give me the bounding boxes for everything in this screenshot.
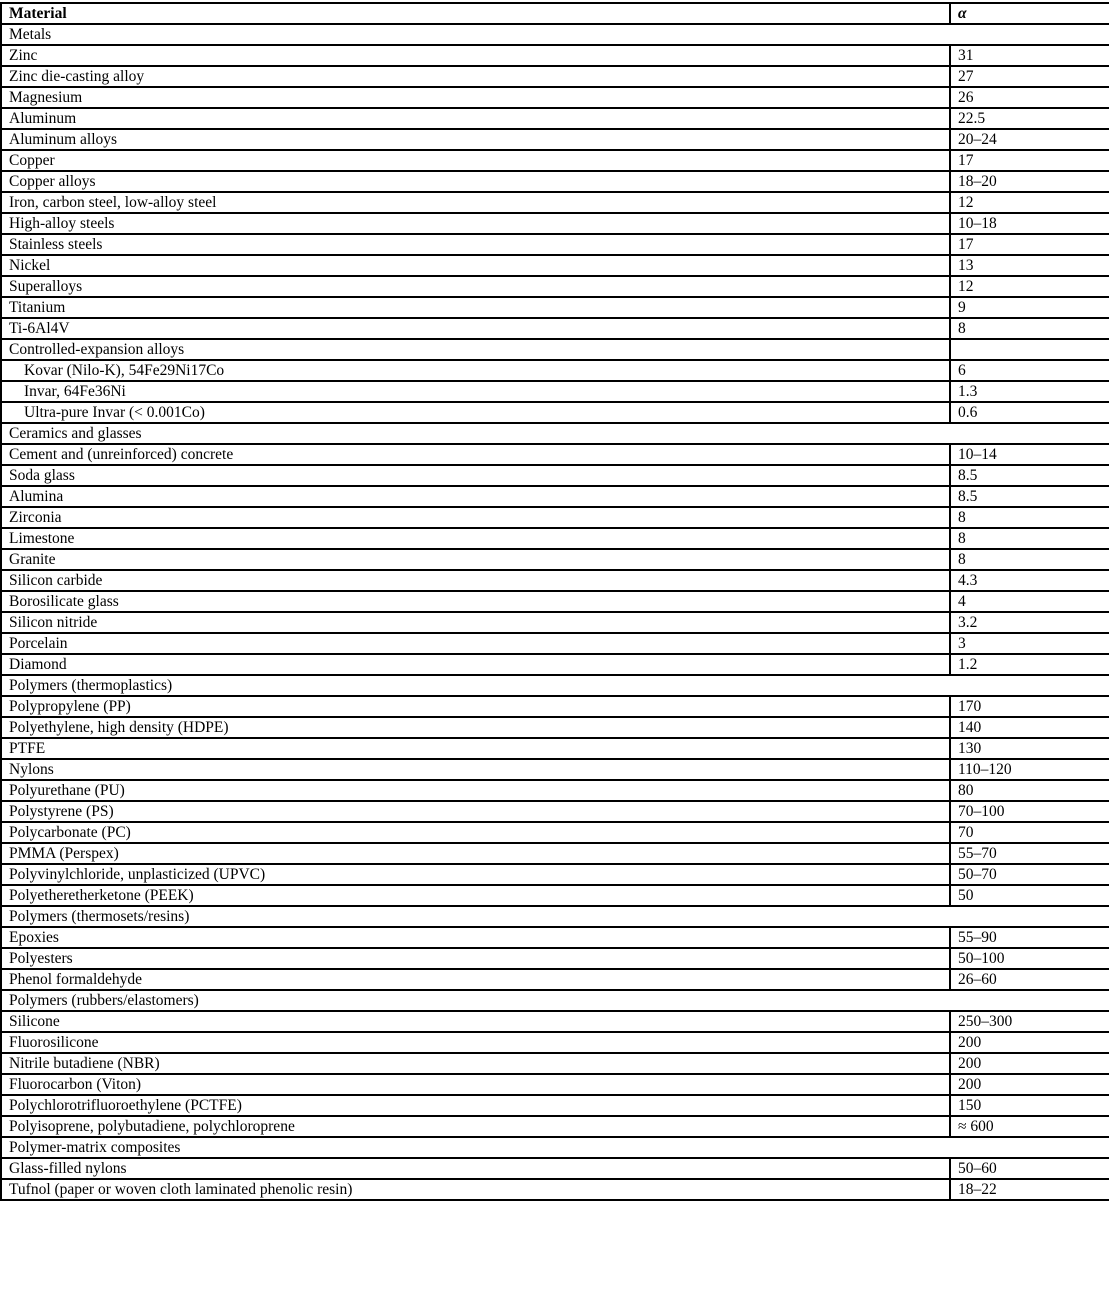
table-row <box>1 528 1109 549</box>
alpha-cell: 140 <box>950 717 1109 738</box>
material-cell: Nylons <box>1 759 950 780</box>
material-cell: Kovar (Nilo-K), 54Fe29Ni17Co <box>1 360 950 381</box>
material-cell: Limestone <box>1 528 950 549</box>
table-row <box>1 948 1109 969</box>
section-row <box>1 24 1109 45</box>
material-cell: Silicone <box>1 1011 950 1032</box>
material-cell: PTFE <box>1 738 950 759</box>
alpha-cell: 110–120 <box>950 759 1109 780</box>
section-label: Metals <box>1 24 1109 45</box>
alpha-cell: 13 <box>950 255 1109 276</box>
header-row <box>1 3 1109 24</box>
material-cell: PMMA (Perspex) <box>1 843 950 864</box>
material-cell: Silicon carbide <box>1 570 950 591</box>
table-row <box>1 591 1109 612</box>
material-cell: Invar, 64Fe36Ni <box>1 381 950 402</box>
table-row <box>1 843 1109 864</box>
material-cell: High-alloy steels <box>1 213 950 234</box>
table-row <box>1 654 1109 675</box>
alpha-cell: 50–100 <box>950 948 1109 969</box>
section-label: Polymers (thermosets/resins) <box>1 906 1109 927</box>
alpha-cell: 250–300 <box>950 1011 1109 1032</box>
material-cell: Diamond <box>1 654 950 675</box>
alpha-cell: 200 <box>950 1053 1109 1074</box>
alpha-cell: ≈ 600 <box>950 1116 1109 1137</box>
material-cell: Nickel <box>1 255 950 276</box>
table-row <box>1 1053 1109 1074</box>
table-row <box>1 465 1109 486</box>
material-cell: Aluminum alloys <box>1 129 950 150</box>
table-row <box>1 1179 1109 1200</box>
table-row <box>1 213 1109 234</box>
material-cell: Nitrile butadiene (NBR) <box>1 1053 950 1074</box>
alpha-cell: 26–60 <box>950 969 1109 990</box>
alpha-cell: 4 <box>950 591 1109 612</box>
alpha-cell: 12 <box>950 192 1109 213</box>
alpha-cell: 50–70 <box>950 864 1109 885</box>
table-row <box>1 717 1109 738</box>
table-row <box>1 1011 1109 1032</box>
material-cell: Granite <box>1 549 950 570</box>
table-row <box>1 486 1109 507</box>
table-row <box>1 969 1109 990</box>
material-cell: Polyurethane (PU) <box>1 780 950 801</box>
material-cell: Polyvinylchloride, unplasticized (UPVC) <box>1 864 950 885</box>
material-cell: Alumina <box>1 486 950 507</box>
material-cell: Polyetheretherketone (PEEK) <box>1 885 950 906</box>
material-cell: Stainless steels <box>1 234 950 255</box>
alpha-cell: 10–18 <box>950 213 1109 234</box>
table-row <box>1 1116 1109 1137</box>
alpha-column-header: α <box>950 3 1109 24</box>
table-row <box>1 444 1109 465</box>
section-label: Polymers (thermoplastics) <box>1 675 1109 696</box>
material-cell: Polyisoprene, polybutadiene, polychloroprene <box>1 1116 950 1137</box>
table-row <box>1 696 1109 717</box>
section-label: Polymers (rubbers/elastomers) <box>1 990 1109 1011</box>
material-cell: Controlled-expansion alloys <box>1 339 950 360</box>
table-body <box>1 24 1109 1200</box>
section-label: Polymer-matrix composites <box>1 1137 1109 1158</box>
table-row <box>1 66 1109 87</box>
alpha-cell: 31 <box>950 45 1109 66</box>
material-cell: Magnesium <box>1 87 950 108</box>
material-cell: Soda glass <box>1 465 950 486</box>
alpha-cell: 20–24 <box>950 129 1109 150</box>
alpha-cell: 200 <box>950 1032 1109 1053</box>
section-label: Ceramics and glasses <box>1 423 1109 444</box>
table-row <box>1 780 1109 801</box>
section-row <box>1 990 1109 1011</box>
table-row <box>1 759 1109 780</box>
table-row <box>1 570 1109 591</box>
table-row <box>1 297 1109 318</box>
material-cell: Tufnol (paper or woven cloth laminated phenolic resin) <box>1 1179 950 1200</box>
material-cell: Cement and (unreinforced) concrete <box>1 444 950 465</box>
alpha-cell: 55–70 <box>950 843 1109 864</box>
material-cell: Zinc <box>1 45 950 66</box>
alpha-cell: 18–22 <box>950 1179 1109 1200</box>
sub-item-row <box>1 381 1109 402</box>
expansion-coefficient-table <box>0 2 1109 1201</box>
material-cell: Zinc die-casting alloy <box>1 66 950 87</box>
alpha-cell: 8.5 <box>950 465 1109 486</box>
table-row <box>1 171 1109 192</box>
material-cell: Ti-6Al4V <box>1 318 950 339</box>
alpha-cell: 8 <box>950 507 1109 528</box>
material-cell: Ultra-pure Invar (< 0.001Co) <box>1 402 950 423</box>
table-row <box>1 885 1109 906</box>
alpha-cell: 18–20 <box>950 171 1109 192</box>
table-row <box>1 633 1109 654</box>
material-cell: Porcelain <box>1 633 950 654</box>
alpha-cell: 200 <box>950 1074 1109 1095</box>
table-row <box>1 234 1109 255</box>
alpha-cell: 8.5 <box>950 486 1109 507</box>
alpha-cell: 26 <box>950 87 1109 108</box>
table-row <box>1 612 1109 633</box>
material-cell: Polypropylene (PP) <box>1 696 950 717</box>
material-cell: Borosilicate glass <box>1 591 950 612</box>
alpha-cell: 150 <box>950 1095 1109 1116</box>
section-row <box>1 1137 1109 1158</box>
alpha-cell <box>950 339 1109 360</box>
alpha-cell: 9 <box>950 297 1109 318</box>
table-row <box>1 1032 1109 1053</box>
material-cell: Silicon nitride <box>1 612 950 633</box>
table-row <box>1 822 1109 843</box>
material-cell: Phenol formaldehyde <box>1 969 950 990</box>
material-cell: Iron, carbon steel, low-alloy steel <box>1 192 950 213</box>
table-row <box>1 1095 1109 1116</box>
table-row <box>1 255 1109 276</box>
table-row <box>1 507 1109 528</box>
group-row <box>1 339 1109 360</box>
material-cell: Fluorocarbon (Viton) <box>1 1074 950 1095</box>
alpha-cell: 6 <box>950 360 1109 381</box>
alpha-cell: 70–100 <box>950 801 1109 822</box>
alpha-cell: 70 <box>950 822 1109 843</box>
table-row <box>1 864 1109 885</box>
section-row <box>1 906 1109 927</box>
alpha-cell: 0.6 <box>950 402 1109 423</box>
material-cell: Superalloys <box>1 276 950 297</box>
alpha-cell: 8 <box>950 318 1109 339</box>
alpha-cell: 8 <box>950 528 1109 549</box>
material-cell: Fluorosilicone <box>1 1032 950 1053</box>
material-cell: Copper <box>1 150 950 171</box>
material-cell: Glass-filled nylons <box>1 1158 950 1179</box>
material-cell: Polyesters <box>1 948 950 969</box>
table-row <box>1 927 1109 948</box>
material-column-header: Material <box>1 3 950 24</box>
table-row <box>1 108 1109 129</box>
alpha-cell: 170 <box>950 696 1109 717</box>
alpha-cell: 1.3 <box>950 381 1109 402</box>
material-cell: Titanium <box>1 297 950 318</box>
material-cell: Polycarbonate (PC) <box>1 822 950 843</box>
material-cell: Aluminum <box>1 108 950 129</box>
material-cell: Polyethylene, high density (HDPE) <box>1 717 950 738</box>
table-row <box>1 801 1109 822</box>
alpha-cell: 3 <box>950 633 1109 654</box>
alpha-cell: 27 <box>950 66 1109 87</box>
material-cell: Polystyrene (PS) <box>1 801 950 822</box>
section-row <box>1 675 1109 696</box>
table-row <box>1 129 1109 150</box>
table-row <box>1 318 1109 339</box>
alpha-cell: 1.2 <box>950 654 1109 675</box>
alpha-cell: 130 <box>950 738 1109 759</box>
material-cell: Polychlorotrifluoroethylene (PCTFE) <box>1 1095 950 1116</box>
section-row <box>1 423 1109 444</box>
material-cell: Epoxies <box>1 927 950 948</box>
alpha-cell: 10–14 <box>950 444 1109 465</box>
alpha-cell: 12 <box>950 276 1109 297</box>
alpha-cell: 55–90 <box>950 927 1109 948</box>
table-row <box>1 150 1109 171</box>
table-row <box>1 1074 1109 1095</box>
alpha-cell: 22.5 <box>950 108 1109 129</box>
material-cell: Zirconia <box>1 507 950 528</box>
sub-item-row <box>1 402 1109 423</box>
sub-item-row <box>1 360 1109 381</box>
table-row <box>1 45 1109 66</box>
alpha-cell: 8 <box>950 549 1109 570</box>
table-row <box>1 192 1109 213</box>
table-row <box>1 1158 1109 1179</box>
table-row <box>1 738 1109 759</box>
table-row <box>1 549 1109 570</box>
alpha-cell: 3.2 <box>950 612 1109 633</box>
alpha-cell: 50–60 <box>950 1158 1109 1179</box>
alpha-cell: 17 <box>950 150 1109 171</box>
material-cell: Copper alloys <box>1 171 950 192</box>
alpha-cell: 50 <box>950 885 1109 906</box>
table-row <box>1 276 1109 297</box>
alpha-cell: 80 <box>950 780 1109 801</box>
alpha-cell: 4.3 <box>950 570 1109 591</box>
alpha-cell: 17 <box>950 234 1109 255</box>
table-row <box>1 87 1109 108</box>
